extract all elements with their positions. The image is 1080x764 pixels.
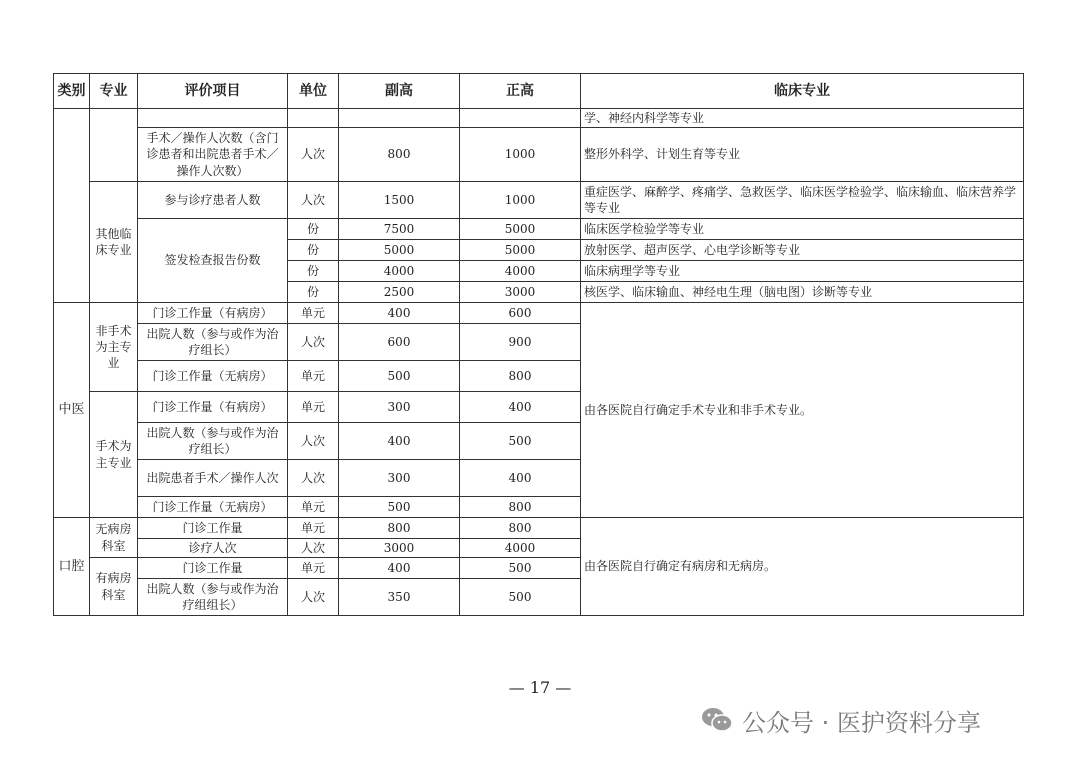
header-associate: 副高 bbox=[339, 74, 460, 109]
unit-cell: 人次 bbox=[288, 128, 339, 182]
clinical-cell: 核医学、临床输血、神经电生理（脑电图）诊断等专业 bbox=[581, 282, 1024, 303]
header-senior: 正高 bbox=[460, 74, 581, 109]
associate-cell: 300 bbox=[339, 392, 460, 423]
associate-cell: 400 bbox=[339, 303, 460, 324]
item-cell: 门诊工作量（无病房） bbox=[138, 497, 288, 518]
item-cell: 门诊工作量 bbox=[138, 518, 288, 539]
item-cell bbox=[138, 109, 288, 128]
item-cell: 签发检查报告份数 bbox=[138, 219, 288, 303]
item-cell: 门诊工作量 bbox=[138, 558, 288, 579]
senior-cell: 3000 bbox=[460, 282, 581, 303]
category-cell-tcm: 中医 bbox=[54, 303, 90, 518]
header-unit: 单位 bbox=[288, 74, 339, 109]
senior-cell: 5000 bbox=[460, 240, 581, 261]
associate-cell: 1500 bbox=[339, 182, 460, 219]
associate-cell: 2500 bbox=[339, 282, 460, 303]
unit-cell: 单元 bbox=[288, 303, 339, 324]
item-cell: 门诊工作量（无病房） bbox=[138, 361, 288, 392]
clinical-cell: 放射医学、超声医学、心电学诊断等专业 bbox=[581, 240, 1024, 261]
item-cell: 门诊工作量（有病房） bbox=[138, 392, 288, 423]
header-category: 类别 bbox=[54, 74, 90, 109]
item-cell: 门诊工作量（有病房） bbox=[138, 303, 288, 324]
associate-cell: 500 bbox=[339, 497, 460, 518]
header-clinical: 临床专业 bbox=[581, 74, 1024, 109]
associate-cell: 4000 bbox=[339, 261, 460, 282]
associate-cell bbox=[339, 109, 460, 128]
specialty-cell-noward: 无病房科室 bbox=[90, 518, 138, 558]
evaluation-table bbox=[53, 73, 1024, 616]
header-specialty: 专业 bbox=[90, 74, 138, 109]
specialty-cell-surgical: 手术为主专业 bbox=[90, 392, 138, 518]
senior-cell: 800 bbox=[460, 361, 581, 392]
clinical-cell: 临床医学检验学等专业 bbox=[581, 219, 1024, 240]
specialty-cell: 其他临床专业 bbox=[90, 182, 138, 303]
table-row bbox=[54, 182, 1024, 219]
item-cell: 参与诊疗患者人数 bbox=[138, 182, 288, 219]
senior-cell: 400 bbox=[460, 460, 581, 497]
unit-cell: 份 bbox=[288, 240, 339, 261]
associate-cell: 800 bbox=[339, 518, 460, 539]
specialty-cell-empty bbox=[90, 109, 138, 182]
senior-cell: 4000 bbox=[460, 261, 581, 282]
page-number: — 17 — bbox=[508, 678, 572, 697]
senior-cell: 500 bbox=[460, 423, 581, 460]
table-row bbox=[54, 518, 1024, 539]
unit-cell: 人次 bbox=[288, 324, 339, 361]
unit-cell: 人次 bbox=[288, 182, 339, 219]
wechat-icon bbox=[700, 705, 734, 735]
associate-cell: 3000 bbox=[339, 539, 460, 558]
senior-cell: 600 bbox=[460, 303, 581, 324]
item-cell: 手术／操作人次数（含门诊患者和出院患者手术／操作人次数） bbox=[138, 128, 288, 182]
senior-cell: 900 bbox=[460, 324, 581, 361]
clinical-cell: 临床病理学等专业 bbox=[581, 261, 1024, 282]
senior-cell: 4000 bbox=[460, 539, 581, 558]
unit-cell: 单元 bbox=[288, 497, 339, 518]
senior-cell: 500 bbox=[460, 579, 581, 616]
senior-cell: 800 bbox=[460, 518, 581, 539]
associate-cell: 800 bbox=[339, 128, 460, 182]
associate-cell: 350 bbox=[339, 579, 460, 616]
senior-cell: 400 bbox=[460, 392, 581, 423]
header-row bbox=[54, 74, 1024, 109]
unit-cell: 人次 bbox=[288, 539, 339, 558]
item-cell: 诊疗人次 bbox=[138, 539, 288, 558]
watermark bbox=[700, 700, 981, 740]
item-cell: 出院人数（参与或作为治疗组长） bbox=[138, 324, 288, 361]
associate-cell: 400 bbox=[339, 558, 460, 579]
watermark-text: 公众号 · 医护资料分享 bbox=[742, 708, 981, 737]
clinical-cell-tcm: 由各医院自行确定手术专业和非手术专业。 bbox=[581, 303, 1024, 518]
unit-cell: 人次 bbox=[288, 423, 339, 460]
associate-cell: 5000 bbox=[339, 240, 460, 261]
clinical-cell: 学、神经内科学等专业 bbox=[581, 109, 1024, 128]
clinical-cell: 重症医学、麻醉学、疼痛学、急救医学、临床医学检验学、临床输血、临床营养学等专业 bbox=[581, 182, 1024, 219]
senior-cell: 500 bbox=[460, 558, 581, 579]
associate-cell: 7500 bbox=[339, 219, 460, 240]
category-cell-dental: 口腔 bbox=[54, 518, 90, 616]
unit-cell: 份 bbox=[288, 219, 339, 240]
header-item: 评价项目 bbox=[138, 74, 288, 109]
unit-cell: 单元 bbox=[288, 361, 339, 392]
unit-cell: 单元 bbox=[288, 392, 339, 423]
senior-cell: 800 bbox=[460, 497, 581, 518]
specialty-cell-ward: 有病房科室 bbox=[90, 558, 138, 616]
unit-cell: 人次 bbox=[288, 579, 339, 616]
unit-cell: 份 bbox=[288, 261, 339, 282]
unit-cell bbox=[288, 109, 339, 128]
item-cell: 出院患者手术／操作人次 bbox=[138, 460, 288, 497]
clinical-cell: 整形外科学、计划生育等专业 bbox=[581, 128, 1024, 182]
table-row bbox=[54, 109, 1024, 128]
associate-cell: 600 bbox=[339, 324, 460, 361]
unit-cell: 份 bbox=[288, 282, 339, 303]
associate-cell: 300 bbox=[339, 460, 460, 497]
senior-cell: 1000 bbox=[460, 128, 581, 182]
clinical-cell-dental: 由各医院自行确定有病房和无病房。 bbox=[581, 518, 1024, 616]
category-cell-empty bbox=[54, 109, 90, 303]
table-row bbox=[54, 303, 1024, 324]
senior-cell bbox=[460, 109, 581, 128]
unit-cell: 单元 bbox=[288, 518, 339, 539]
associate-cell: 500 bbox=[339, 361, 460, 392]
unit-cell: 单元 bbox=[288, 558, 339, 579]
associate-cell: 400 bbox=[339, 423, 460, 460]
unit-cell: 人次 bbox=[288, 460, 339, 497]
senior-cell: 1000 bbox=[460, 182, 581, 219]
table-row bbox=[54, 219, 1024, 240]
table-row bbox=[54, 128, 1024, 182]
item-cell: 出院人数（参与或作为治疗组长） bbox=[138, 423, 288, 460]
item-cell: 出院人数（参与或作为治疗组组长） bbox=[138, 579, 288, 616]
specialty-cell-nonsurgical: 非手术为主专业 bbox=[90, 303, 138, 392]
senior-cell: 5000 bbox=[460, 219, 581, 240]
